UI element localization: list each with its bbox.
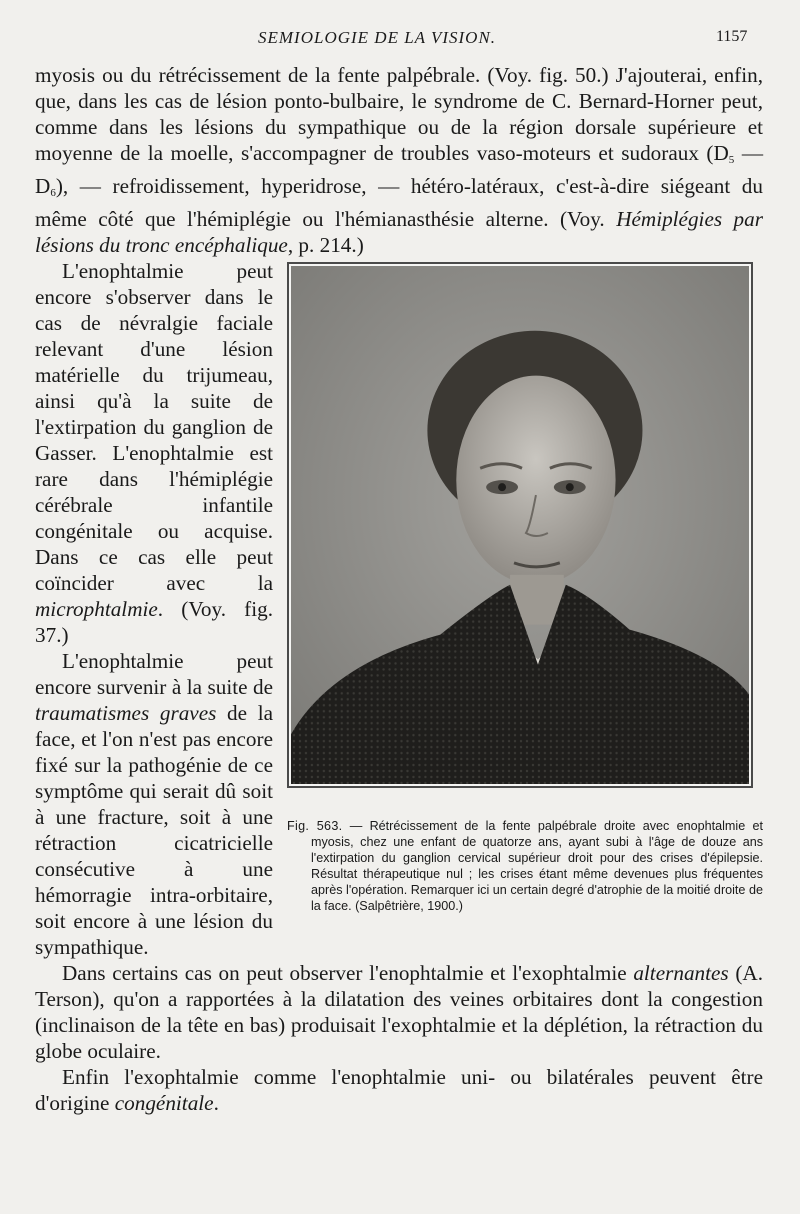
figure-563 <box>287 258 763 914</box>
portrait-photograph <box>287 262 753 788</box>
subscript-d5: 5 <box>728 154 735 166</box>
term-microphtalmie: microphtalmie <box>35 597 158 621</box>
page-header <box>0 28 800 54</box>
reference-title-hemiplegies: Hémiplégies par lésions du tronc encéphalique <box>35 207 763 257</box>
paragraph-1-text-c: ), — refroidissement, hyperidrose, — hétéro-latéraux, c'est-à-dire siégeant du même côté que l'hémiplégie ou l'hémianasthésie alterne. (Voy. <box>35 174 763 231</box>
term-alternantes: alternantes <box>633 961 729 985</box>
paragraph-3-text-b: de la face, et l'on n'est pas encore fixé sur la pathogénie de ce symptôme qui serait dû soit à une fracture, soit à une rétraction cicatricielle consécutive à une hémorragie intra-orbitaire, soit encore à une lésion du sympathique. <box>35 701 274 959</box>
term-traumatismes-graves: traumatismes graves <box>35 701 217 725</box>
figure-caption <box>287 818 763 914</box>
paragraph-1 <box>35 62 763 258</box>
paragraph-1-text-a: myosis ou du rétrécissement de la fente palpébrale. (Voy. fig. 50.) J'ajouterai, enfin, que, dans les cas de lésion ponto-bulbaire, le syndrome de C. Bernard-Horner peut, comme dans les lésions du sympathique ou de la région dorsale supérieure et moyenne de la moelle, s'accompagner de troubles vaso-moteurs et sudoraux (D <box>35 63 763 165</box>
term-congenitale: congénitale <box>114 1091 214 1115</box>
subscript-d6: 6 <box>50 187 56 199</box>
paragraph-5-text-b: . <box>213 1091 219 1115</box>
paragraph-4-text-b: (A. Terson), qu'on a rapportées à la dilatation des veines orbitaires dont la congestion (inclinaison de la tête en bas) produisait l'exophtalmie et la déplétion, la rétraction du globe oculaire. <box>35 961 764 1063</box>
paragraph-3-text-a: L'enophtalmie peut encore survenir à la suite de <box>35 649 273 699</box>
body-text <box>35 62 763 1116</box>
paragraph-5 <box>35 1064 763 1116</box>
paragraph-2-text-b: . (Voy. fig. 37.) <box>35 597 273 647</box>
figure-caption-text: — Rétrécissement de la fente palpébrale droite avec enophtalmie et myosis, chez une enfant de quatorze ans, ayant subi à l'âge de douze ans l'extirpation du ganglion cervical supérieur droit pour des crises d'épilepsie. Résultat thérapeutique nul ; les crises étant même devenues plus fréquentes après l'opération. Remarquer ici un certain degré d'atrophie de la moitié droite de la face. (Salpêtrière, 1900.) <box>311 819 763 913</box>
paragraph-5-text-a: Enfin l'exophtalmie comme l'enophtalmie uni- ou bilatérales peuvent être d'origine <box>35 1065 763 1115</box>
paragraph-1-text-b: — D <box>35 141 763 198</box>
figure-label: Fig. 563. <box>287 819 343 833</box>
portrait-image <box>291 266 749 784</box>
paragraph-4 <box>35 960 763 1064</box>
paragraph-4-text-a: Dans certains cas on peut observer l'enophtalmie et l'exophtalmie <box>62 961 634 985</box>
page-number: 1157 <box>716 28 748 45</box>
paragraph-2-text-a: L'enophtalmie peut encore s'observer dans le cas de névralgie faciale relevant d'une lésion matérielle du trijumeau, ainsi qu'à la suite de l'extirpation du ganglion de Gasser. L'enophtalmie est rare dans l'hémiplégie cérébrale infantile congénitale ou acquise. Dans ce cas elle peut coïncider avec la <box>35 259 273 595</box>
running-title: SEMIOLOGIE DE LA VISION. <box>258 28 497 47</box>
paragraph-1-text-d: , p. 214.) <box>287 233 364 257</box>
